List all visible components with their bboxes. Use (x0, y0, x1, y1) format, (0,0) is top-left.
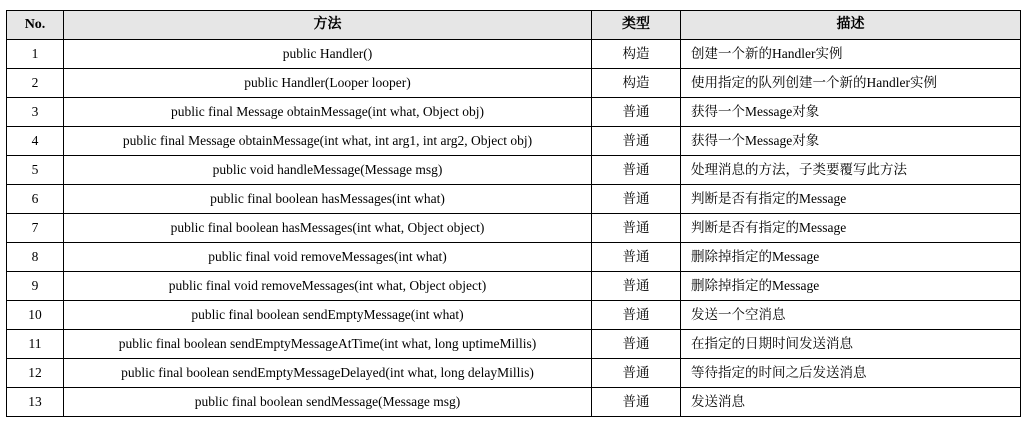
cell-method: public final boolean sendEmptyMessageDelayed(int what, long delayMillis) (64, 359, 592, 388)
cell-no: 2 (7, 69, 64, 98)
header-row (7, 11, 1021, 40)
cell-type: 普通 (592, 185, 681, 214)
header-no: No. (7, 11, 64, 40)
cell-type: 普通 (592, 243, 681, 272)
header-type: 类型 (592, 11, 681, 40)
cell-type: 普通 (592, 359, 681, 388)
cell-type: 构造 (592, 69, 681, 98)
table-row (7, 98, 1021, 127)
cell-method: public final boolean sendEmptyMessage(int what) (64, 301, 592, 330)
cell-method: public final boolean hasMessages(int what) (64, 185, 592, 214)
cell-no: 3 (7, 98, 64, 127)
table-row (7, 69, 1021, 98)
cell-type: 普通 (592, 156, 681, 185)
table-row (7, 243, 1021, 272)
table-row (7, 214, 1021, 243)
handler-methods-table-container (6, 10, 1020, 417)
cell-no: 4 (7, 127, 64, 156)
cell-description: 等待指定的时间之后发送消息 (681, 359, 1021, 388)
cell-no: 5 (7, 156, 64, 185)
cell-type: 普通 (592, 301, 681, 330)
cell-description: 判断是否有指定的Message (681, 214, 1021, 243)
cell-no: 10 (7, 301, 64, 330)
cell-type: 普通 (592, 272, 681, 301)
table-row (7, 127, 1021, 156)
header-method: 方法 (64, 11, 592, 40)
table-row (7, 301, 1021, 330)
cell-no: 8 (7, 243, 64, 272)
cell-no: 13 (7, 388, 64, 417)
cell-type: 普通 (592, 330, 681, 359)
cell-method: public final Message obtainMessage(int what, Object obj) (64, 98, 592, 127)
cell-method: public void handleMessage(Message msg) (64, 156, 592, 185)
cell-type: 普通 (592, 127, 681, 156)
cell-method: public final boolean sendEmptyMessageAtTime(int what, long uptimeMillis) (64, 330, 592, 359)
cell-description: 使用指定的队列创建一个新的Handler实例 (681, 69, 1021, 98)
cell-type: 普通 (592, 98, 681, 127)
cell-description: 获得一个Message对象 (681, 98, 1021, 127)
cell-no: 12 (7, 359, 64, 388)
cell-method: public final void removeMessages(int what, Object object) (64, 272, 592, 301)
cell-method: public final void removeMessages(int what) (64, 243, 592, 272)
cell-method: public Handler(Looper looper) (64, 69, 592, 98)
cell-method: public final Message obtainMessage(int what, int arg1, int arg2, Object obj) (64, 127, 592, 156)
table-header (7, 11, 1021, 40)
cell-no: 7 (7, 214, 64, 243)
cell-description: 删除掉指定的Message (681, 272, 1021, 301)
cell-no: 11 (7, 330, 64, 359)
cell-no: 1 (7, 40, 64, 69)
cell-description: 处理消息的方法，子类要覆写此方法 (681, 156, 1021, 185)
table-row (7, 388, 1021, 417)
table-row (7, 185, 1021, 214)
cell-description: 发送一个空消息 (681, 301, 1021, 330)
cell-description: 发送消息 (681, 388, 1021, 417)
cell-description: 删除掉指定的Message (681, 243, 1021, 272)
cell-type: 普通 (592, 388, 681, 417)
cell-description: 获得一个Message对象 (681, 127, 1021, 156)
cell-type: 普通 (592, 214, 681, 243)
cell-no: 9 (7, 272, 64, 301)
cell-method: public Handler() (64, 40, 592, 69)
cell-method: public final boolean sendMessage(Message msg) (64, 388, 592, 417)
header-description: 描述 (681, 11, 1021, 40)
cell-description: 在指定的日期时间发送消息 (681, 330, 1021, 359)
cell-description: 创建一个新的Handler实例 (681, 40, 1021, 69)
table-row (7, 359, 1021, 388)
table-body (7, 40, 1021, 417)
cell-no: 6 (7, 185, 64, 214)
table-row (7, 330, 1021, 359)
handler-methods-table (6, 10, 1021, 417)
table-row (7, 156, 1021, 185)
cell-description: 判断是否有指定的Message (681, 185, 1021, 214)
cell-type: 构造 (592, 40, 681, 69)
table-row (7, 40, 1021, 69)
table-row (7, 272, 1021, 301)
cell-method: public final boolean hasMessages(int what, Object object) (64, 214, 592, 243)
